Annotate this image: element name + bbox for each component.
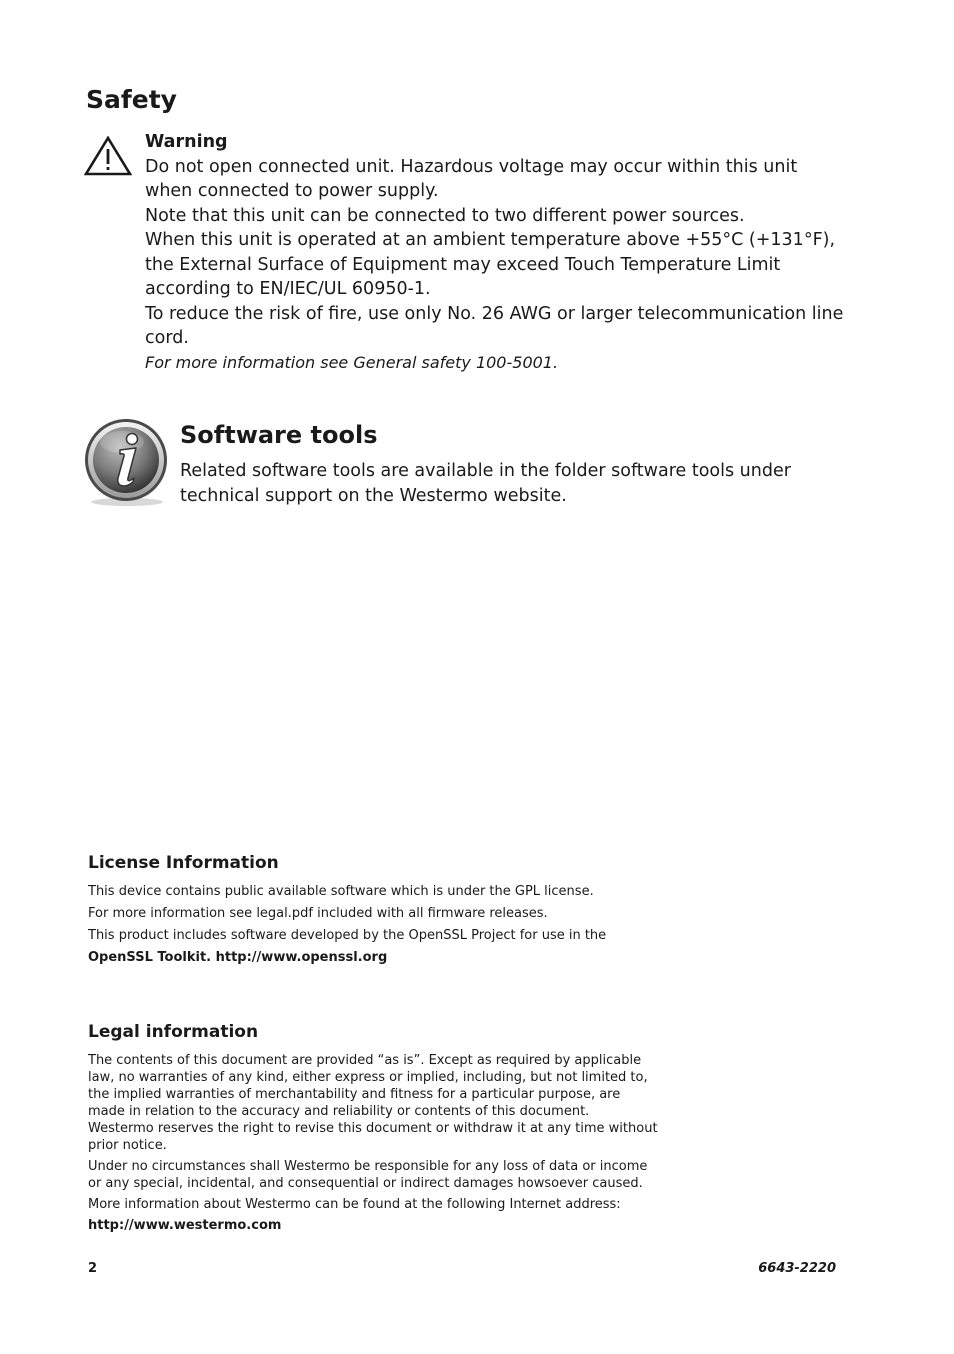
westermo-link[interactable]: http://www.westermo.com <box>88 1218 282 1233</box>
warning-heading: Warning <box>145 132 228 152</box>
software-tools-text: Related software tools are available in the folder software tools under technical support on the Westermo website. <box>180 461 791 506</box>
warning-line: Note that this unit can be connected to two different power sources. <box>145 205 745 226</box>
legal-paragraph: Under no circumstances shall Westermo be responsible for any loss of data or income or any special, incidental, and consequential or indirect damages howsoever caused. <box>88 1159 648 1191</box>
license-title: License Information <box>88 853 279 873</box>
warning-reference: For more information see General safety 100-5001. <box>145 352 559 372</box>
license-line: This device contains public available software which is under the GPL license. <box>88 884 594 899</box>
warning-line: Do not open connected unit. Hazardous voltage may occur within this unit when connected to power supply. <box>145 156 798 201</box>
page-number: 2 <box>88 1261 98 1276</box>
software-tools-title: Software tools <box>180 421 378 449</box>
info-icon <box>84 418 170 508</box>
legal-block <box>88 1052 658 1234</box>
warning-line: To reduce the risk of fire, use only No. 26 AWG or larger telecommunication line cord. <box>145 303 844 348</box>
license-line: For more information see legal.pdf included with all firmware releases. <box>88 906 548 921</box>
safety-title: Safety <box>86 85 177 114</box>
legal-paragraph: More information about Westermo can be found at the following Internet address: <box>88 1197 621 1212</box>
warning-triangle-icon <box>84 136 132 176</box>
warning-block <box>145 130 845 375</box>
legal-title: Legal information <box>88 1022 259 1042</box>
license-line: This product includes software developed by the OpenSSL Project for use in the <box>88 928 607 943</box>
legal-paragraph: The contents of this document are provided “as is”. Except as required by applicable law, no warranties of any kind, either express or implied, including, but not limited to, the implied warranties of merchantability and fitness for a particular purpose, are made in relation to the accuracy and reliability or contents of this document. Westermo reserves the right to revise this document or withdraw it at any time without prior notice. <box>88 1053 658 1153</box>
document-number: 6643-2220 <box>758 1261 836 1276</box>
license-block <box>88 881 688 969</box>
warning-line: When this unit is operated at an ambient temperature above +55°C (+131°F), the External Surface of Equipment may exceed Touch Temperature Limit according to EN/IEC/UL 60950-1. <box>145 230 836 299</box>
openssl-link[interactable]: OpenSSL Toolkit. http://www.openssl.org <box>88 950 388 965</box>
